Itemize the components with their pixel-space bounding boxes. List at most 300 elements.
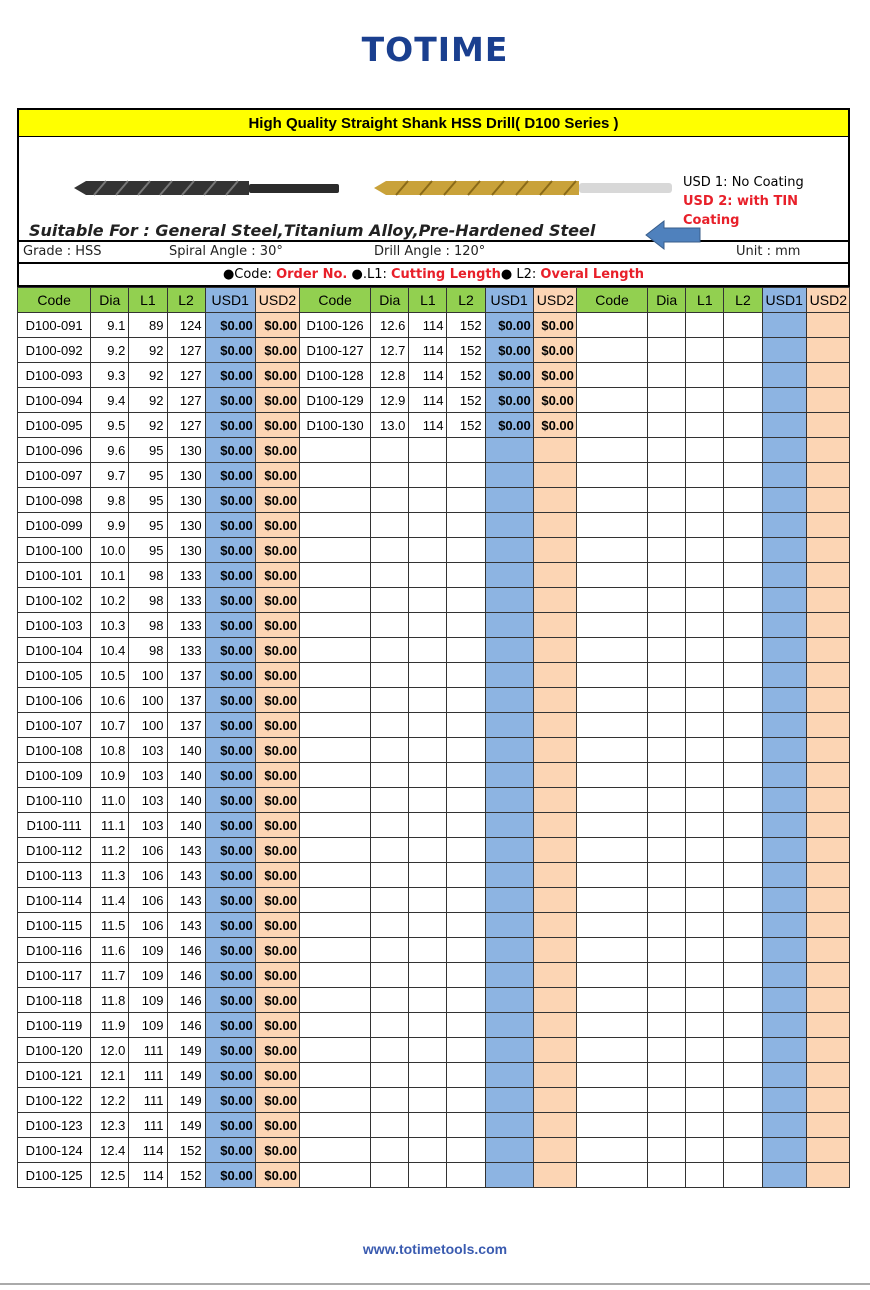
table-cell — [409, 1013, 447, 1038]
table-cell: $0.00 — [255, 538, 299, 563]
table-cell: $0.00 — [255, 413, 299, 438]
table-cell — [485, 1088, 533, 1113]
table-cell: $0.00 — [255, 563, 299, 588]
table-cell: 9.7 — [91, 463, 129, 488]
table-cell — [533, 788, 576, 813]
table-cell: 11.9 — [91, 1013, 129, 1038]
table-row — [18, 963, 850, 988]
table-cell — [371, 438, 409, 463]
table-cell: D100-124 — [18, 1138, 91, 1163]
table-cell — [371, 663, 409, 688]
suitable-for-text: Suitable For : General Steel,Titanium Alloy,Pre-Hardened Steel — [29, 221, 596, 240]
table-row — [18, 313, 850, 338]
table-cell — [762, 313, 806, 338]
table-cell: $0.00 — [205, 563, 255, 588]
table-cell — [299, 438, 370, 463]
table-cell — [576, 1138, 647, 1163]
table-cell: 143 — [167, 913, 205, 938]
table-cell: D100-094 — [18, 388, 91, 413]
table-cell — [648, 613, 686, 638]
table-cell — [648, 388, 686, 413]
table-cell — [724, 863, 762, 888]
table-cell — [806, 813, 849, 838]
table-cell: D100-101 — [18, 563, 91, 588]
table-row — [18, 713, 850, 738]
table-cell: 11.5 — [91, 913, 129, 938]
table-cell: 140 — [167, 763, 205, 788]
table-cell — [299, 688, 370, 713]
table-cell — [762, 1163, 806, 1188]
table-cell — [686, 413, 724, 438]
table-cell: $0.00 — [205, 488, 255, 513]
table-cell: 152 — [167, 1163, 205, 1188]
table-row — [18, 538, 850, 563]
table-cell — [409, 688, 447, 713]
table-cell: $0.00 — [205, 313, 255, 338]
table-cell: 114 — [409, 388, 447, 413]
table-cell — [762, 538, 806, 563]
table-row — [18, 888, 850, 913]
table-cell: D100-102 — [18, 588, 91, 613]
table-cell: 9.8 — [91, 488, 129, 513]
table-cell: $0.00 — [255, 1063, 299, 1088]
table-cell: $0.00 — [205, 788, 255, 813]
table-cell — [371, 863, 409, 888]
table-cell: $0.00 — [255, 1038, 299, 1063]
table-cell — [686, 663, 724, 688]
table-cell: 137 — [167, 688, 205, 713]
table-cell: $0.00 — [205, 1113, 255, 1138]
table-cell — [409, 863, 447, 888]
table-cell: $0.00 — [205, 1063, 255, 1088]
column-header: USD1 — [205, 288, 255, 313]
table-cell: 146 — [167, 938, 205, 963]
table-cell: 109 — [129, 963, 167, 988]
table-cell — [447, 763, 485, 788]
table-cell — [806, 488, 849, 513]
table-cell — [806, 463, 849, 488]
table-cell — [762, 413, 806, 438]
table-cell — [409, 1038, 447, 1063]
table-cell: 106 — [129, 888, 167, 913]
table-cell: D100-127 — [299, 338, 370, 363]
table-cell: D100-130 — [299, 413, 370, 438]
table-cell: D100-117 — [18, 963, 91, 988]
table-cell: 11.4 — [91, 888, 129, 913]
table-cell — [806, 1163, 849, 1188]
table-cell — [724, 638, 762, 663]
table-cell — [409, 838, 447, 863]
table-cell: $0.00 — [255, 1113, 299, 1138]
table-cell — [299, 888, 370, 913]
table-cell — [762, 838, 806, 863]
table-cell — [686, 1013, 724, 1038]
table-cell — [648, 938, 686, 963]
table-cell — [724, 963, 762, 988]
table-cell — [371, 1013, 409, 1038]
table-cell — [648, 963, 686, 988]
table-cell: D100-119 — [18, 1013, 91, 1038]
table-cell — [299, 513, 370, 538]
table-cell: 100 — [129, 688, 167, 713]
table-cell: $0.00 — [485, 338, 533, 363]
table-cell: 127 — [167, 338, 205, 363]
table-header-row — [18, 288, 850, 313]
table-cell — [648, 1163, 686, 1188]
table-cell — [447, 713, 485, 738]
table-cell: $0.00 — [205, 538, 255, 563]
table-cell — [576, 488, 647, 513]
table-cell: $0.00 — [205, 588, 255, 613]
table-cell — [724, 1038, 762, 1063]
table-cell — [762, 1113, 806, 1138]
table-cell — [485, 1038, 533, 1063]
table-row — [18, 613, 850, 638]
table-cell: 114 — [409, 363, 447, 388]
table-cell: 133 — [167, 638, 205, 663]
table-cell — [762, 488, 806, 513]
table-cell: 12.6 — [371, 313, 409, 338]
table-cell: 130 — [167, 513, 205, 538]
table-cell — [686, 1088, 724, 1113]
table-row — [18, 338, 850, 363]
table-cell — [686, 513, 724, 538]
table-cell: D100-111 — [18, 813, 91, 838]
table-cell: $0.00 — [205, 638, 255, 663]
table-cell: D100-125 — [18, 1163, 91, 1188]
table-cell: 146 — [167, 988, 205, 1013]
table-cell — [409, 563, 447, 588]
table-cell — [299, 738, 370, 763]
table-cell — [371, 988, 409, 1013]
table-cell — [724, 488, 762, 513]
table-row — [18, 413, 850, 438]
table-cell — [806, 863, 849, 888]
table-cell: $0.00 — [255, 738, 299, 763]
table-cell — [447, 963, 485, 988]
table-cell: $0.00 — [255, 588, 299, 613]
footer-website[interactable]: www.totimetools.com — [362, 1241, 508, 1257]
table-cell — [762, 763, 806, 788]
table-cell — [533, 813, 576, 838]
table-cell — [806, 313, 849, 338]
table-cell — [371, 688, 409, 713]
table-cell — [648, 588, 686, 613]
table-cell — [533, 513, 576, 538]
table-cell — [724, 413, 762, 438]
table-cell: $0.00 — [255, 888, 299, 913]
table-cell — [762, 713, 806, 738]
table-cell — [686, 1113, 724, 1138]
table-cell — [648, 1063, 686, 1088]
table-row — [18, 863, 850, 888]
table-cell — [806, 338, 849, 363]
table-cell — [724, 1138, 762, 1163]
table-cell: 103 — [129, 788, 167, 813]
table-cell — [299, 563, 370, 588]
table-cell: 95 — [129, 438, 167, 463]
code-note-order: Order No. — [276, 267, 348, 282]
table-cell: $0.00 — [205, 1088, 255, 1113]
table-cell — [686, 763, 724, 788]
table-cell — [806, 1038, 849, 1063]
table-row — [18, 588, 850, 613]
table-cell: 12.5 — [91, 1163, 129, 1188]
table-cell: 114 — [409, 313, 447, 338]
table-cell — [485, 888, 533, 913]
table-cell — [409, 938, 447, 963]
table-cell — [299, 638, 370, 663]
table-cell: $0.00 — [205, 688, 255, 713]
table-cell — [724, 763, 762, 788]
product-sheet — [17, 108, 850, 1188]
table-cell: $0.00 — [255, 1138, 299, 1163]
table-cell — [447, 563, 485, 588]
table-cell — [806, 588, 849, 613]
table-cell — [299, 463, 370, 488]
table-cell: 100 — [129, 713, 167, 738]
table-cell — [762, 638, 806, 663]
table-cell — [371, 913, 409, 938]
table-cell — [648, 1088, 686, 1113]
table-cell: $0.00 — [255, 338, 299, 363]
table-cell — [485, 1063, 533, 1088]
table-cell — [409, 988, 447, 1013]
table-cell — [724, 513, 762, 538]
table-cell — [533, 963, 576, 988]
table-cell: D100-100 — [18, 538, 91, 563]
table-cell — [371, 813, 409, 838]
column-header: Code — [576, 288, 647, 313]
table-row — [18, 838, 850, 863]
table-cell — [648, 838, 686, 863]
table-cell: 152 — [447, 313, 485, 338]
table-cell — [648, 863, 686, 888]
table-cell — [371, 588, 409, 613]
table-cell — [447, 1163, 485, 1188]
table-cell — [485, 1163, 533, 1188]
table-cell: $0.00 — [255, 438, 299, 463]
table-cell — [806, 713, 849, 738]
table-row — [18, 788, 850, 813]
table-cell — [686, 588, 724, 613]
table-cell — [409, 613, 447, 638]
table-cell — [485, 638, 533, 663]
table-cell — [648, 638, 686, 663]
table-cell: D100-104 — [18, 638, 91, 663]
table-cell: D100-103 — [18, 613, 91, 638]
table-cell: D100-109 — [18, 763, 91, 788]
table-row — [18, 938, 850, 963]
table-cell: 12.4 — [91, 1138, 129, 1163]
spiral-angle-label: Spiral Angle : 30° — [169, 244, 283, 259]
table-cell: 11.6 — [91, 938, 129, 963]
table-cell: D100-120 — [18, 1038, 91, 1063]
table-cell: 106 — [129, 863, 167, 888]
table-cell: 9.9 — [91, 513, 129, 538]
table-cell: 109 — [129, 988, 167, 1013]
table-cell — [409, 963, 447, 988]
table-cell — [371, 1088, 409, 1113]
table-cell: 95 — [129, 488, 167, 513]
table-cell: $0.00 — [255, 963, 299, 988]
table-cell: $0.00 — [255, 1013, 299, 1038]
table-cell — [533, 688, 576, 713]
table-cell: $0.00 — [205, 663, 255, 688]
table-cell: 12.9 — [371, 388, 409, 413]
table-cell: $0.00 — [255, 663, 299, 688]
table-cell: 133 — [167, 563, 205, 588]
table-cell — [447, 988, 485, 1013]
table-cell — [648, 888, 686, 913]
table-cell — [806, 613, 849, 638]
table-cell: 10.1 — [91, 563, 129, 588]
table-cell — [806, 688, 849, 713]
table-cell — [447, 638, 485, 663]
table-row — [18, 738, 850, 763]
table-cell — [762, 863, 806, 888]
table-cell — [724, 988, 762, 1013]
table-cell — [806, 538, 849, 563]
table-cell — [371, 763, 409, 788]
table-cell — [724, 663, 762, 688]
table-cell — [806, 938, 849, 963]
table-cell: 95 — [129, 513, 167, 538]
table-cell — [724, 1163, 762, 1188]
column-header: Dia — [648, 288, 686, 313]
table-cell — [299, 963, 370, 988]
table-cell — [762, 563, 806, 588]
table-cell — [724, 713, 762, 738]
table-cell — [299, 838, 370, 863]
table-cell — [648, 1013, 686, 1038]
column-header: L2 — [167, 288, 205, 313]
table-cell — [806, 738, 849, 763]
table-cell — [724, 938, 762, 963]
table-cell: 111 — [129, 1113, 167, 1138]
table-cell — [806, 388, 849, 413]
table-cell — [686, 738, 724, 763]
table-cell — [447, 888, 485, 913]
table-cell — [762, 613, 806, 638]
table-cell: 98 — [129, 638, 167, 663]
table-row — [18, 488, 850, 513]
table-row — [18, 1063, 850, 1088]
table-cell: 149 — [167, 1063, 205, 1088]
table-cell — [447, 838, 485, 863]
table-cell: 152 — [447, 413, 485, 438]
table-cell — [576, 938, 647, 963]
table-cell: 89 — [129, 313, 167, 338]
table-cell: $0.00 — [205, 963, 255, 988]
table-cell — [299, 763, 370, 788]
table-cell — [299, 1113, 370, 1138]
table-cell — [686, 1138, 724, 1163]
table-cell — [762, 688, 806, 713]
table-cell — [686, 938, 724, 963]
table-cell — [648, 738, 686, 763]
table-cell — [299, 1088, 370, 1113]
table-row — [18, 438, 850, 463]
table-cell — [724, 613, 762, 638]
table-cell: 10.2 — [91, 588, 129, 613]
table-cell — [762, 363, 806, 388]
table-row — [18, 463, 850, 488]
table-cell — [686, 838, 724, 863]
table-cell — [371, 738, 409, 763]
table-cell: 114 — [129, 1138, 167, 1163]
table-cell — [576, 513, 647, 538]
info-box — [17, 137, 850, 242]
table-cell — [447, 513, 485, 538]
table-cell — [806, 563, 849, 588]
table-cell: D100-129 — [299, 388, 370, 413]
table-cell — [371, 1138, 409, 1163]
table-cell: $0.00 — [485, 413, 533, 438]
table-cell: 12.3 — [91, 1113, 129, 1138]
table-cell: 103 — [129, 813, 167, 838]
table-cell: 9.1 — [91, 313, 129, 338]
black-drill-image — [74, 178, 339, 198]
table-cell — [762, 1038, 806, 1063]
table-cell — [485, 463, 533, 488]
table-cell: 10.8 — [91, 738, 129, 763]
table-cell: $0.00 — [255, 1163, 299, 1188]
table-cell: $0.00 — [255, 863, 299, 888]
table-cell: 9.5 — [91, 413, 129, 438]
table-cell: 109 — [129, 938, 167, 963]
table-cell — [686, 963, 724, 988]
table-cell: D100-128 — [299, 363, 370, 388]
table-row — [18, 1088, 850, 1113]
table-cell: $0.00 — [255, 1088, 299, 1113]
table-cell — [409, 513, 447, 538]
table-cell: $0.00 — [255, 988, 299, 1013]
table-cell — [447, 863, 485, 888]
table-cell: D100-092 — [18, 338, 91, 363]
table-cell: $0.00 — [205, 863, 255, 888]
table-cell — [762, 463, 806, 488]
sheet-title: High Quality Straight Shank HSS Drill( D100 Series ) — [17, 108, 850, 137]
table-cell — [686, 363, 724, 388]
table-cell: 103 — [129, 763, 167, 788]
table-cell — [533, 1013, 576, 1038]
table-cell — [762, 1013, 806, 1038]
table-cell — [648, 913, 686, 938]
table-cell — [533, 738, 576, 763]
legend-usd1: USD 1: No Coating — [683, 175, 804, 190]
column-header: L2 — [724, 288, 762, 313]
column-header: USD2 — [533, 288, 576, 313]
table-cell: 111 — [129, 1063, 167, 1088]
table-cell: D100-121 — [18, 1063, 91, 1088]
table-cell: $0.00 — [205, 513, 255, 538]
table-cell — [724, 838, 762, 863]
table-cell — [533, 613, 576, 638]
table-cell — [409, 438, 447, 463]
price-legend — [683, 173, 848, 230]
table-cell: 10.7 — [91, 713, 129, 738]
table-cell: D100-098 — [18, 488, 91, 513]
table-row — [18, 1038, 850, 1063]
table-cell: D100-096 — [18, 438, 91, 463]
table-cell — [409, 463, 447, 488]
table-cell: 98 — [129, 613, 167, 638]
table-cell — [576, 963, 647, 988]
table-cell — [371, 888, 409, 913]
table-cell — [576, 763, 647, 788]
table-cell — [576, 663, 647, 688]
